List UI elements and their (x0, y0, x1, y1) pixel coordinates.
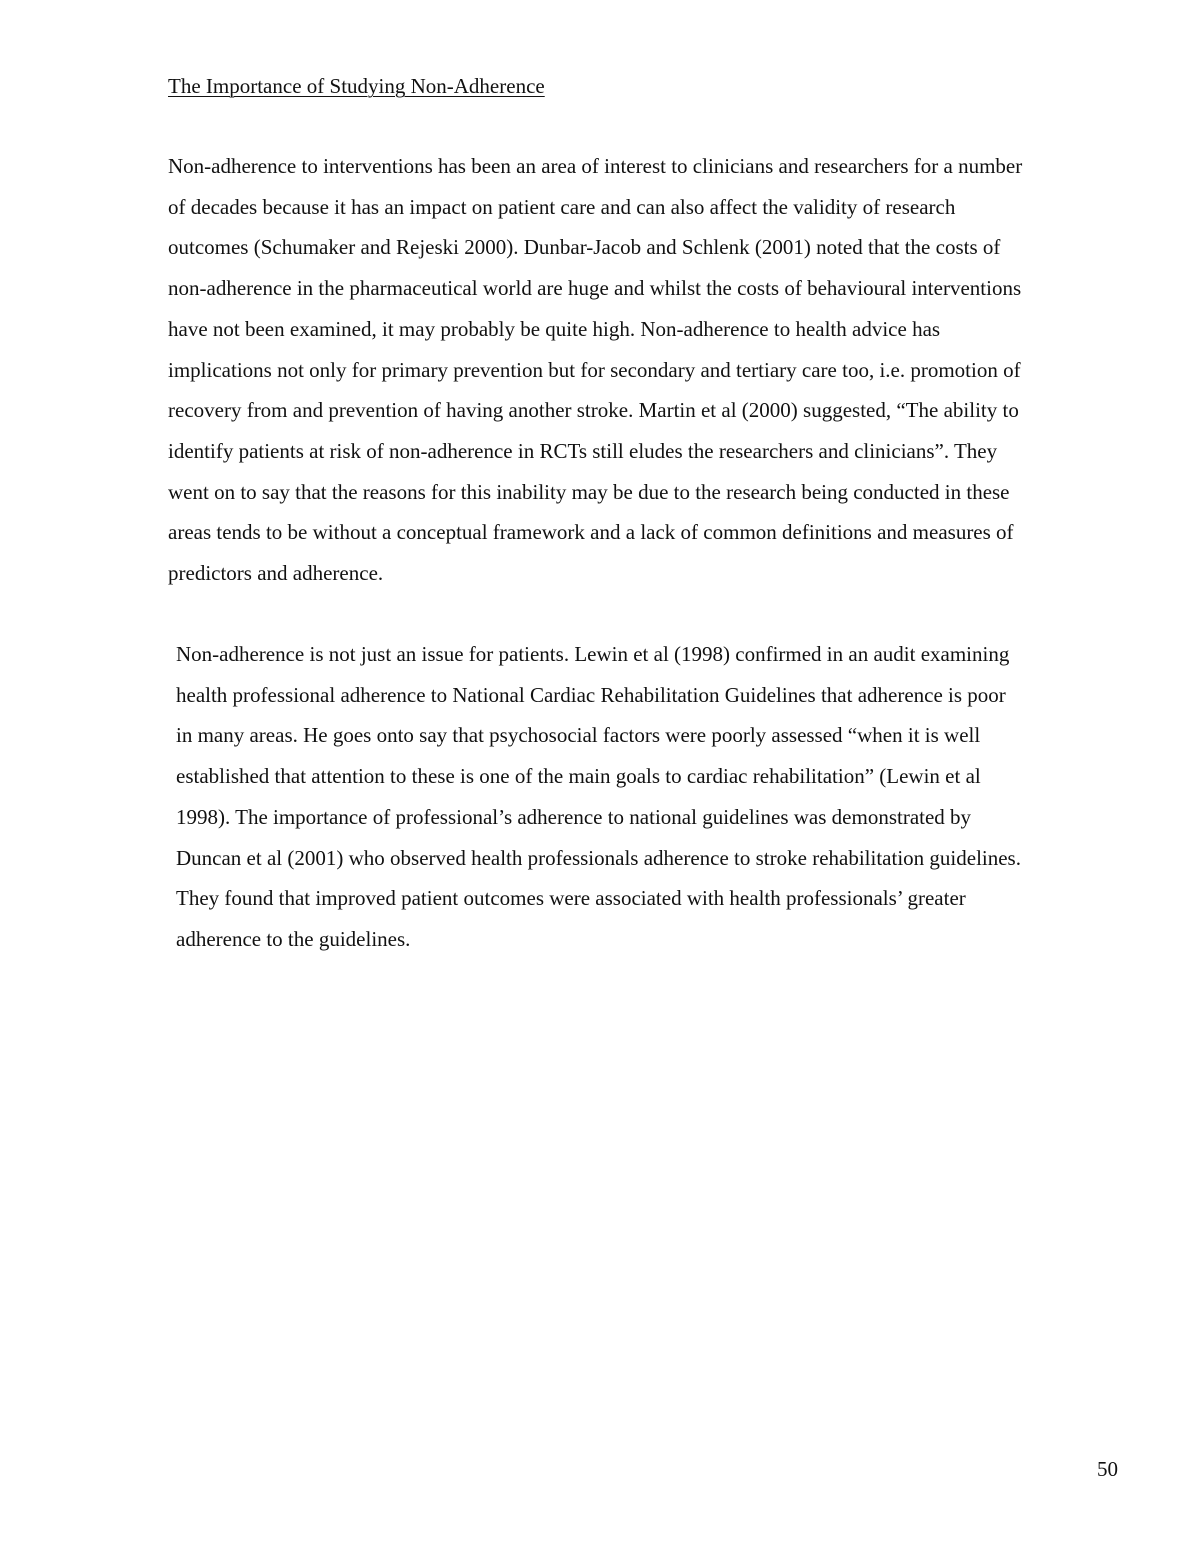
paragraph-line: Non-adherence to interventions has been an area of interest to clinicians and researchers for a number (168, 154, 1023, 178)
paragraph-2 (176, 634, 1156, 960)
paragraph-line: Duncan et al (2001) who observed health professionals adherence to stroke rehabilitation guidelines. (176, 845, 1021, 870)
paragraph-line: Non-adherence is not just an issue for patients. Lewin et al (1998) confirmed in an audit examining (176, 642, 1010, 666)
paragraph-line: of decades because it has an impact on patient care and can also affect the validity of research (168, 194, 956, 219)
paragraph-line: predictors and adherence. (168, 561, 384, 586)
paragraph-line: non-adherence in the pharmaceutical world are huge and whilst the costs of behavioural interventions (168, 276, 1022, 301)
paragraph-line: They found that improved patient outcomes were associated with health professionals’ greater (176, 886, 966, 911)
paragraph-line: 1998). The importance of professional’s adherence to national guidelines was demonstrated by (176, 804, 972, 829)
section-heading: The Importance of Studying Non-Adherence (168, 74, 545, 98)
paragraph-line: went on to say that the reasons for this inability may be due to the research being conducted in these (168, 479, 1010, 504)
paragraph-line: implications not only for primary prevention but for secondary and tertiary care too, i.e. promotion of (168, 357, 1021, 382)
paragraph-1 (168, 146, 1148, 594)
paragraph-line: in many areas. He goes onto say that psychosocial factors were poorly assessed “when it is well (176, 723, 981, 748)
page-number: 50 (1097, 1457, 1118, 1481)
paragraph-line: adherence to the guidelines. (176, 926, 411, 951)
paragraph-line: health professional adherence to National Cardiac Rehabilitation Guidelines that adherence is poor (176, 682, 1006, 707)
paragraph-line: identify patients at risk of non-adherence in RCTs still eludes the researchers and clinicians”. They (168, 438, 998, 463)
paragraph-line: established that attention to these is one of the main goals to cardiac rehabilitation” (Lewin et al (176, 764, 981, 789)
paragraph-line: areas tends to be without a conceptual framework and a lack of common definitions and measures of (168, 520, 1014, 545)
paragraph-line: have not been examined, it may probably be quite high. Non-adherence to health advice has (168, 316, 941, 341)
paragraph-line: outcomes (Schumaker and Rejeski 2000). Dunbar-Jacob and Schlenk (2001) noted that the costs of (168, 235, 1001, 260)
paragraph-line: recovery from and prevention of having another stroke. Martin et al (2000) suggested, “The ability to (168, 398, 1019, 423)
